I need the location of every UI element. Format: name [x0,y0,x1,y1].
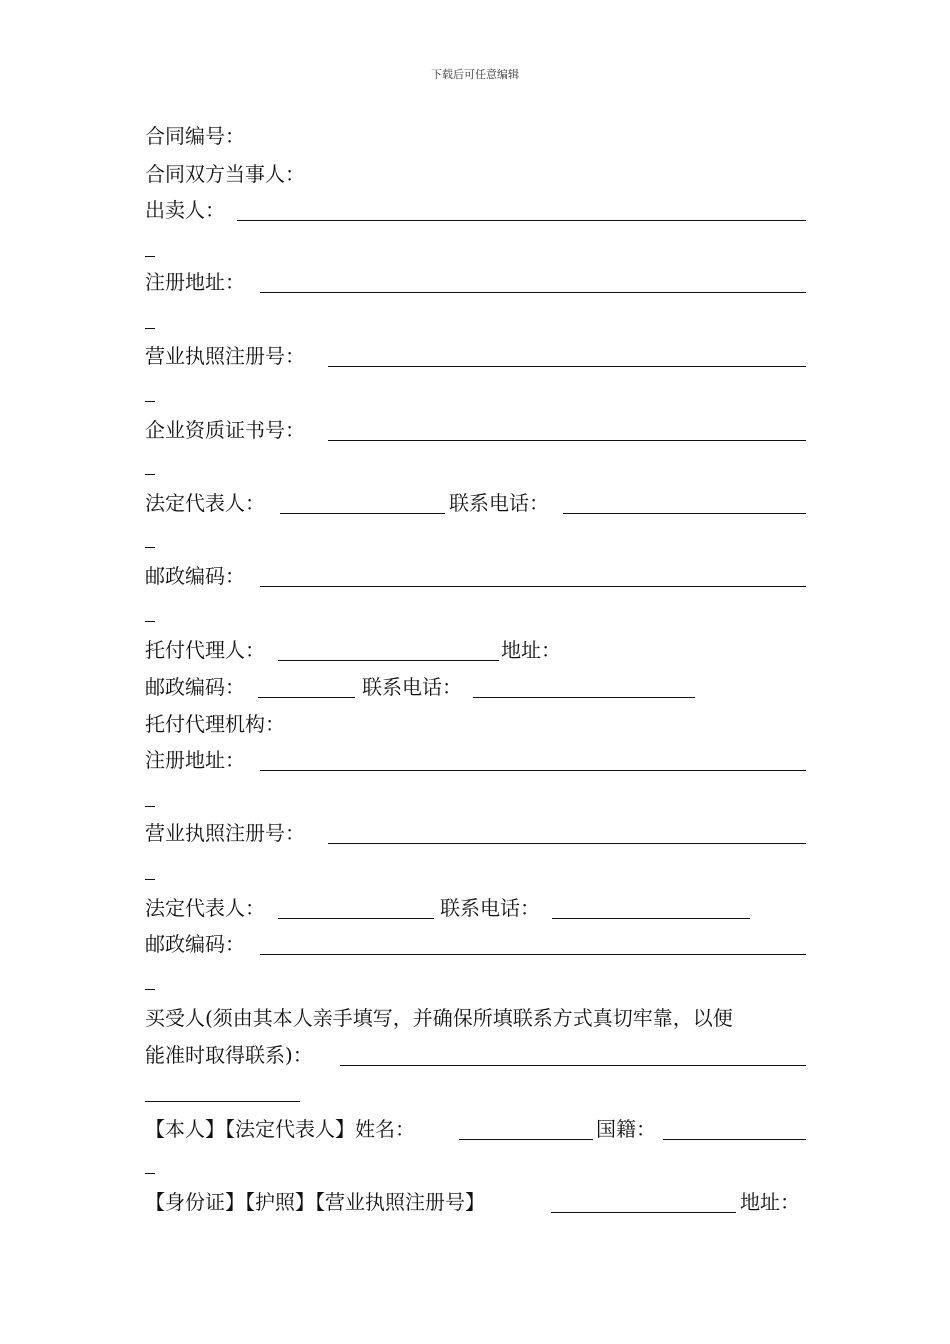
phone-field-wrap [145,547,155,548]
agency-postcode-label: 邮政编码： [145,932,245,956]
buyer-address-label: 地址： [740,1190,800,1214]
buyer-field-wrap[interactable] [145,1101,300,1102]
agency-license-field[interactable] [328,843,806,844]
contract-number-label: 合同编号： [145,124,245,148]
reg-address-label: 注册地址： [145,270,245,294]
agency-license-field-wrap [145,879,155,880]
name-field[interactable] [459,1139,593,1140]
postcode-field[interactable] [260,586,806,587]
nationality-field[interactable] [663,1139,806,1140]
reg-address-field[interactable] [260,292,806,293]
legal-rep-label: 法定代表人： [145,491,265,515]
postcode-label: 邮政编码： [145,564,245,588]
agent-phone-label: 联系电话： [362,675,462,699]
agency-phone-label: 联系电话： [440,896,540,920]
reg-address-field-wrap [145,328,155,329]
license-number-label: 营业执照注册号： [145,344,305,368]
phone-field[interactable] [563,513,806,514]
nationality-field-wrap [145,1173,155,1174]
legal-rep-field[interactable] [280,513,445,514]
agent-postcode-field[interactable] [258,697,355,698]
qualification-number-label: 企业资质证书号： [145,418,305,442]
agency-postcode-field[interactable] [260,954,806,955]
buyer-field[interactable] [340,1065,806,1066]
seller-field-wrap [145,256,155,257]
agency-reg-address-field[interactable] [260,770,806,771]
agency-reg-address-field-wrap [145,806,155,807]
postcode-field-wrap [145,621,155,622]
agency-label: 托付代理机构： [145,712,285,736]
id-number-field[interactable] [551,1212,736,1213]
agent-label: 托付代理人： [145,638,265,662]
license-number-field[interactable] [328,366,806,367]
agent-address-label: 地址： [501,638,561,662]
agency-postcode-field-wrap [145,989,155,990]
agent-phone-field[interactable] [473,697,695,698]
name-label: 【本人】【法定代表人】姓名： [145,1117,415,1141]
seller-field[interactable] [237,220,806,221]
parties-label: 合同双方当事人： [145,162,305,186]
agency-phone-field[interactable] [552,918,750,919]
agent-postcode-label: 邮政编码： [145,675,245,699]
agency-legal-rep-field[interactable] [278,918,434,919]
qualification-number-field[interactable] [328,440,806,441]
seller-label: 出卖人： [145,198,225,222]
qualification-number-field-wrap [145,474,155,475]
license-number-field-wrap [145,401,155,402]
buyer-label-continued: 能准时取得联系)： [145,1043,313,1067]
phone-label: 联系电话： [449,491,549,515]
buyer-label: 买受人(须由其本人亲手填写，并确保所填联系方式真切牢靠，以便 [145,1006,733,1030]
page-header: 下载后可任意编辑 [431,68,519,81]
nationality-label: 国籍： [596,1117,656,1141]
id-type-label: 【身份证】【护照】【营业执照注册号】 [145,1190,485,1214]
agency-reg-address-label: 注册地址： [145,748,245,772]
agency-legal-rep-label: 法定代表人： [145,896,265,920]
agency-license-label: 营业执照注册号： [145,821,305,845]
agent-field[interactable] [278,660,499,661]
